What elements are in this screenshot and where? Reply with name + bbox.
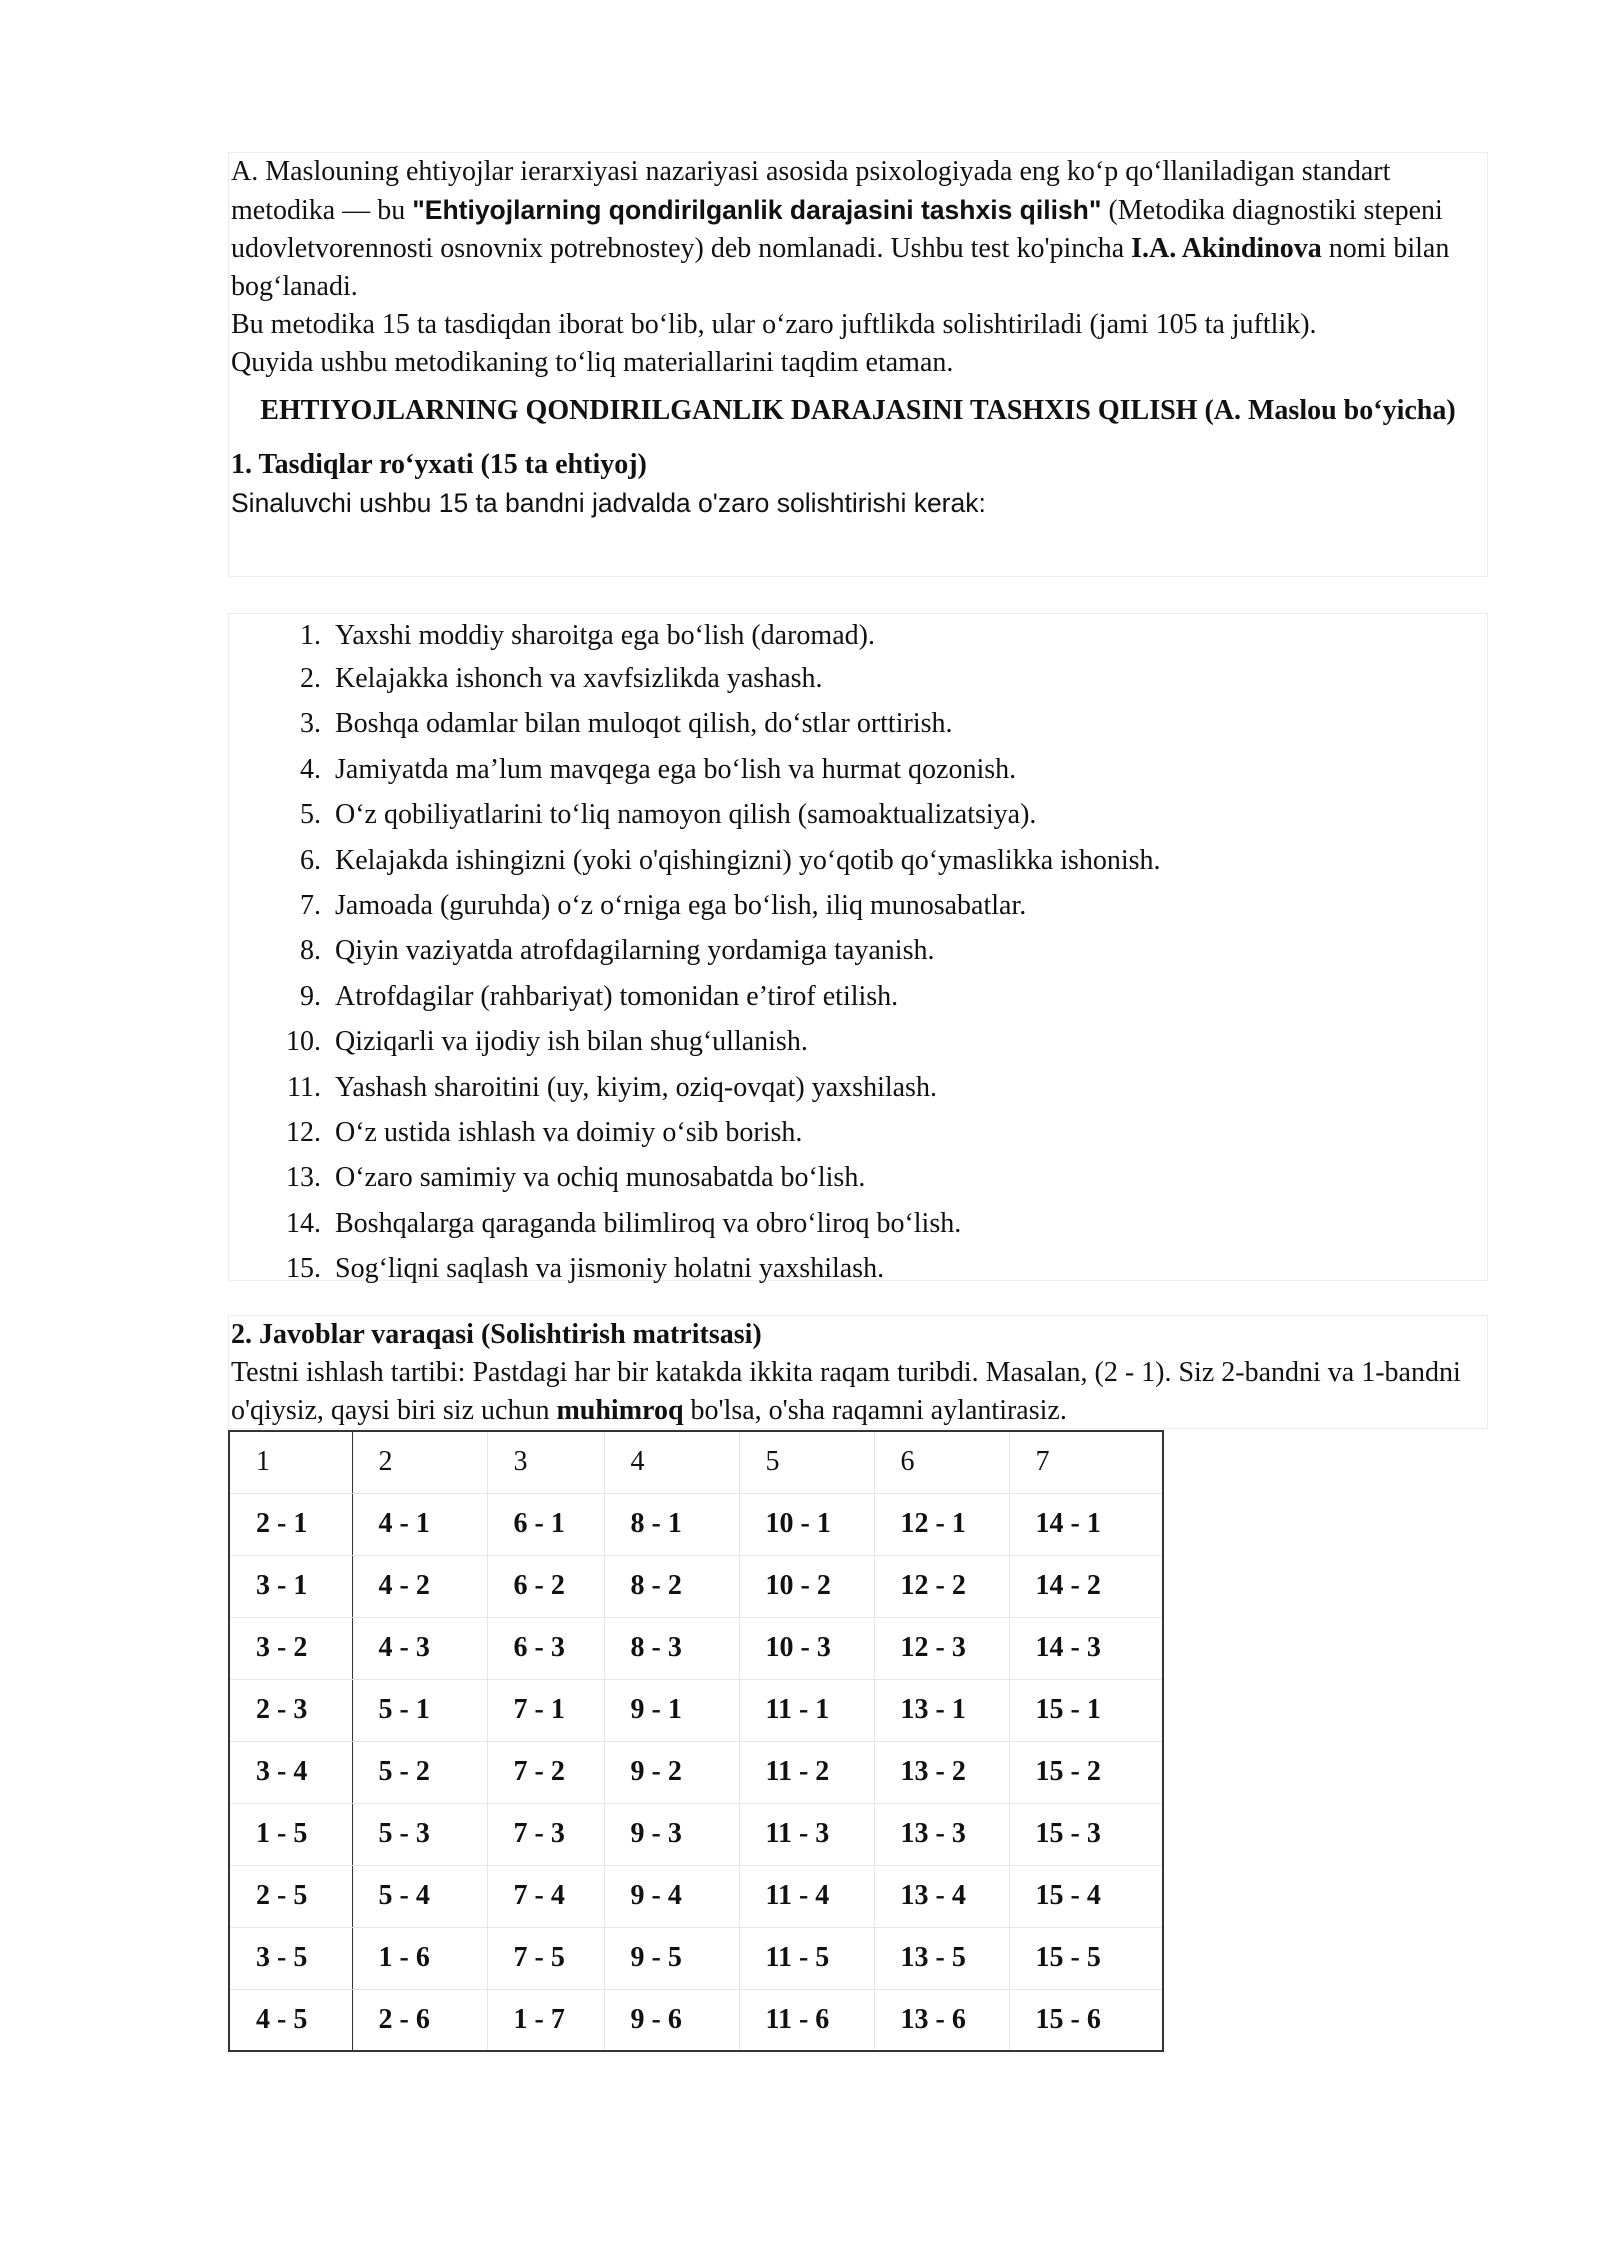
list-item-text: Kelajakka ishonch va xavfsizlikda yashash.	[335, 663, 823, 694]
matrix-pair-cell: 5 - 1	[352, 1679, 487, 1741]
list-item-text: Yashash sharoitini (uy, kiyim, oziq-ovqat) yaxshilash.	[335, 1071, 937, 1103]
list-item-text: Qiziqarli va ijodiy ish bilan shug‘ullanish.	[335, 1026, 808, 1058]
list-item-text: Yaxshi moddiy sharoitga ega bo‘lish (daromad).	[335, 620, 875, 651]
list-item	[229, 618, 1487, 656]
matrix-pair-cell: 3 - 4	[229, 1741, 352, 1803]
matrix-pair-cell: 13 - 2	[874, 1741, 1009, 1803]
matrix-pair-cell: 11 - 2	[739, 1741, 874, 1803]
matrix-pair-cell: 15 - 3	[1009, 1803, 1163, 1865]
matrix-pair-cell: 3 - 2	[229, 1617, 352, 1679]
table-row	[229, 1679, 1163, 1741]
list-item-text: Boshqalarga qaraganda bilimliroq va obro‘liroq bo‘lish.	[335, 1207, 962, 1239]
matrix-pair-cell: 4 - 2	[352, 1555, 487, 1617]
matrix-pair-cell: 13 - 1	[874, 1679, 1009, 1741]
list-item	[229, 928, 1487, 973]
matrix-pair-cell: 5 - 3	[352, 1803, 487, 1865]
matrix-header-cell: 1	[229, 1431, 352, 1493]
list-item-number: 2.	[300, 663, 321, 694]
answer-sheet-section	[228, 1315, 1488, 1429]
comparison-matrix	[228, 1430, 1164, 2052]
matrix-pair-cell: 1 - 6	[352, 1927, 487, 1989]
method-name: "Ehtiyojlarning qondirilganlik darajasini tashxis qilish"	[412, 195, 1102, 225]
answer-sheet-title: 2. Javoblar varaqasi (Solishtirish matritsasi)	[231, 1319, 762, 1350]
matrix-pair-cell: 11 - 5	[739, 1927, 874, 1989]
matrix-pair-cell: 6 - 2	[487, 1555, 604, 1617]
matrix-pair-cell: 15 - 1	[1009, 1679, 1163, 1741]
list-item-number: 11.	[287, 1071, 321, 1103]
intro-paragraph-2: Bu metodika 15 ta tasdiqdan iborat bo‘lib, ular o‘zaro juftlikda solishtiriladi (jami 105 ta juftlik).	[231, 309, 1317, 340]
matrix-pair-cell: 10 - 3	[739, 1617, 874, 1679]
matrix-pair-cell: 14 - 3	[1009, 1617, 1163, 1679]
matrix-pair-cell: 6 - 3	[487, 1617, 604, 1679]
matrix-pair-cell: 2 - 6	[352, 1989, 487, 2051]
matrix-pair-cell: 4 - 3	[352, 1617, 487, 1679]
matrix-pair-cell: 10 - 1	[739, 1493, 874, 1555]
list-item-number: 1.	[300, 620, 321, 651]
table-row	[229, 1989, 1163, 2051]
list-item	[229, 701, 1487, 746]
matrix-pair-cell: 7 - 2	[487, 1741, 604, 1803]
list-item-number: 5.	[300, 799, 321, 831]
matrix-pair-cell: 13 - 3	[874, 1803, 1009, 1865]
matrix-pair-cell: 7 - 5	[487, 1927, 604, 1989]
list-item-number: 6.	[300, 844, 321, 876]
intro-text-end: nomi bilan bog‘lanadi.	[231, 233, 1450, 302]
matrix-pair-cell: 1 - 5	[229, 1803, 352, 1865]
matrix-header-cell: 5	[739, 1431, 874, 1493]
matrix-header-cell: 7	[1009, 1431, 1163, 1493]
intro-text: A. Maslouning ehtiyojlar ierarxiyasi nazariyasi asosida psixologiyada eng ko‘p qo‘llaniladigan standart metodika — bu	[231, 156, 1391, 226]
list-item-text: Kelajakda ishingizni (yoki o'qishingizni) yo‘qotib qo‘ymaslikka ishonish.	[335, 844, 1161, 876]
matrix-pair-cell: 11 - 4	[739, 1865, 874, 1927]
matrix-pair-cell: 9 - 2	[604, 1741, 739, 1803]
table-row	[229, 1741, 1163, 1803]
matrix-pair-cell: 7 - 3	[487, 1803, 604, 1865]
matrix-pair-cell: 14 - 1	[1009, 1493, 1163, 1555]
author-name: I.A. Akindinova	[1131, 233, 1322, 264]
matrix-pair-cell: 2 - 1	[229, 1493, 352, 1555]
list-item-number: 7.	[300, 889, 321, 921]
list-item	[229, 1065, 1487, 1110]
instructions-text: Testni ishlash tartibi: Pastdagi har bir katakda ikkita raqam turibdi. Masalan, (2 - 1). Siz 2-bandni va 1-bandni o'qiysiz, qaysi biri siz uchun	[231, 1357, 1461, 1426]
table-row	[229, 1927, 1163, 1989]
matrix-pair-cell: 1 - 7	[487, 1989, 604, 2051]
list-item-text: O‘zaro samimiy va ochiq munosabatda bo‘lish.	[335, 1162, 866, 1194]
list-item-text: Boshqa odamlar bilan muloqot qilish, do‘stlar orttirish.	[335, 708, 953, 740]
matrix-pair-cell: 13 - 4	[874, 1865, 1009, 1927]
statements-list	[228, 613, 1488, 1285]
statements-ol	[229, 618, 1487, 1291]
table-row	[229, 1803, 1163, 1865]
list-item	[229, 656, 1487, 701]
list-item-text: O‘z ustida ishlash va doimiy o‘sib borish.	[335, 1116, 803, 1148]
matrix-pair-cell: 12 - 2	[874, 1555, 1009, 1617]
list-item	[229, 1201, 1487, 1246]
matrix-header-row	[229, 1431, 1163, 1493]
section1-title: 1. Tasdiqlar ro‘yxati (15 ta ehtiyoj)	[231, 449, 647, 480]
matrix-pair-cell: 15 - 6	[1009, 1989, 1163, 2051]
matrix-pair-cell: 7 - 4	[487, 1865, 604, 1927]
matrix-pair-cell: 9 - 1	[604, 1679, 739, 1741]
intro-paragraph-3: Quyida ushbu metodikaning to‘liq materiallarini taqdim etaman.	[231, 347, 954, 378]
list-item-text: Jamiyatda ma’lum mavqega ega bo‘lish va hurmat qozonish.	[335, 753, 1017, 785]
list-item	[229, 974, 1487, 1019]
matrix-pair-cell: 9 - 4	[604, 1865, 739, 1927]
matrix-pair-cell: 14 - 2	[1009, 1555, 1163, 1617]
list-item-text: Atrofdagilar (rahbariyat) tomonidan e’tirof etilish.	[335, 980, 899, 1012]
list-item-number: 9.	[300, 980, 321, 1012]
matrix-pair-cell: 5 - 2	[352, 1741, 487, 1803]
matrix-pair-cell: 8 - 3	[604, 1617, 739, 1679]
matrix-pair-cell: 9 - 3	[604, 1803, 739, 1865]
matrix-pair-cell: 11 - 6	[739, 1989, 874, 2051]
list-item	[229, 1019, 1487, 1064]
matrix-pair-cell: 15 - 2	[1009, 1741, 1163, 1803]
matrix-header-cell: 3	[487, 1431, 604, 1493]
matrix-pair-cell: 2 - 3	[229, 1679, 352, 1741]
list-item	[229, 883, 1487, 928]
matrix-pair-cell: 9 - 5	[604, 1927, 739, 1989]
list-item-text: Sog‘liqni saqlash va jismoniy holatni yaxshilash.	[335, 1253, 885, 1285]
matrix-pair-cell: 11 - 3	[739, 1803, 874, 1865]
list-item	[229, 1155, 1487, 1200]
matrix-header-cell: 6	[874, 1431, 1009, 1493]
table-row	[229, 1493, 1163, 1555]
list-item-text: O‘z qobiliyatlarini to‘liq namoyon qilish (samoaktualizatsiya).	[335, 799, 1037, 831]
list-item-number: 15.	[286, 1253, 321, 1285]
list-item	[229, 1110, 1487, 1155]
matrix-pair-cell: 10 - 2	[739, 1555, 874, 1617]
matrix-pair-cell: 8 - 1	[604, 1493, 739, 1555]
list-item-number: 14.	[286, 1207, 321, 1239]
table-row	[229, 1555, 1163, 1617]
matrix-pair-cell: 4 - 5	[229, 1989, 352, 2051]
matrix-pair-cell: 11 - 1	[739, 1679, 874, 1741]
list-item-text: Qiyin vaziyatda atrofdagilarning yordamiga tayanish.	[335, 935, 935, 967]
intro-paragraph	[231, 153, 1485, 306]
matrix-pair-cell: 2 - 5	[229, 1865, 352, 1927]
document-heading: EHTIYOJLARNING QONDIRILGANLIK DARAJASINI TASHXIS QILISH (A. Maslou bo‘yicha)	[260, 395, 1456, 426]
list-item	[229, 792, 1487, 837]
list-item-text: Jamoada (guruhda) o‘z o‘rniga ega bo‘lish, iliq munosabatlar.	[335, 889, 1027, 921]
answer-sheet-instructions	[231, 1354, 1485, 1430]
list-item-number: 12.	[286, 1116, 321, 1148]
matrix-pair-cell: 3 - 5	[229, 1927, 352, 1989]
matrix-pair-cell: 15 - 5	[1009, 1927, 1163, 1989]
matrix-header-cell: 4	[604, 1431, 739, 1493]
matrix-pair-cell: 12 - 1	[874, 1493, 1009, 1555]
list-item	[229, 747, 1487, 792]
matrix-pair-cell: 5 - 4	[352, 1865, 487, 1927]
list-item-number: 8.	[300, 935, 321, 967]
matrix-pair-cell: 13 - 5	[874, 1927, 1009, 1989]
matrix-pair-cell: 9 - 6	[604, 1989, 739, 2051]
matrix-pair-cell: 15 - 4	[1009, 1865, 1163, 1927]
list-item-number: 13.	[286, 1162, 321, 1194]
matrix-pair-cell: 7 - 1	[487, 1679, 604, 1741]
list-item-number: 10.	[286, 1026, 321, 1058]
matrix-pair-cell: 6 - 1	[487, 1493, 604, 1555]
matrix-pair-cell: 12 - 3	[874, 1617, 1009, 1679]
list-item	[229, 838, 1487, 883]
matrix-pair-cell: 13 - 6	[874, 1989, 1009, 2051]
instructions-emphasis: muhimroq	[556, 1395, 684, 1426]
matrix-pair-cell: 4 - 1	[352, 1493, 487, 1555]
section1-text: Sinaluvchi ushbu 15 ta bandni jadvalda o'zaro solishtirishi kerak:	[231, 488, 986, 518]
intro-text-cont: (Metodika diagnostiki stepeni udovletvorennosti osnovnix potrebnostey) deb nomlanadi. Ushbu test ko'pincha	[231, 195, 1443, 264]
table-row	[229, 1865, 1163, 1927]
intro-section	[228, 152, 1488, 577]
table-row	[229, 1617, 1163, 1679]
matrix-pair-cell: 8 - 2	[604, 1555, 739, 1617]
matrix-pair-cell: 3 - 1	[229, 1555, 352, 1617]
instructions-text-end: bo'lsa, o'sha raqamni aylantirasiz.	[683, 1395, 1067, 1426]
list-item-number: 3.	[300, 708, 321, 740]
matrix-header-cell: 2	[352, 1431, 487, 1493]
list-item	[229, 1246, 1487, 1291]
list-item-number: 4.	[300, 753, 321, 785]
